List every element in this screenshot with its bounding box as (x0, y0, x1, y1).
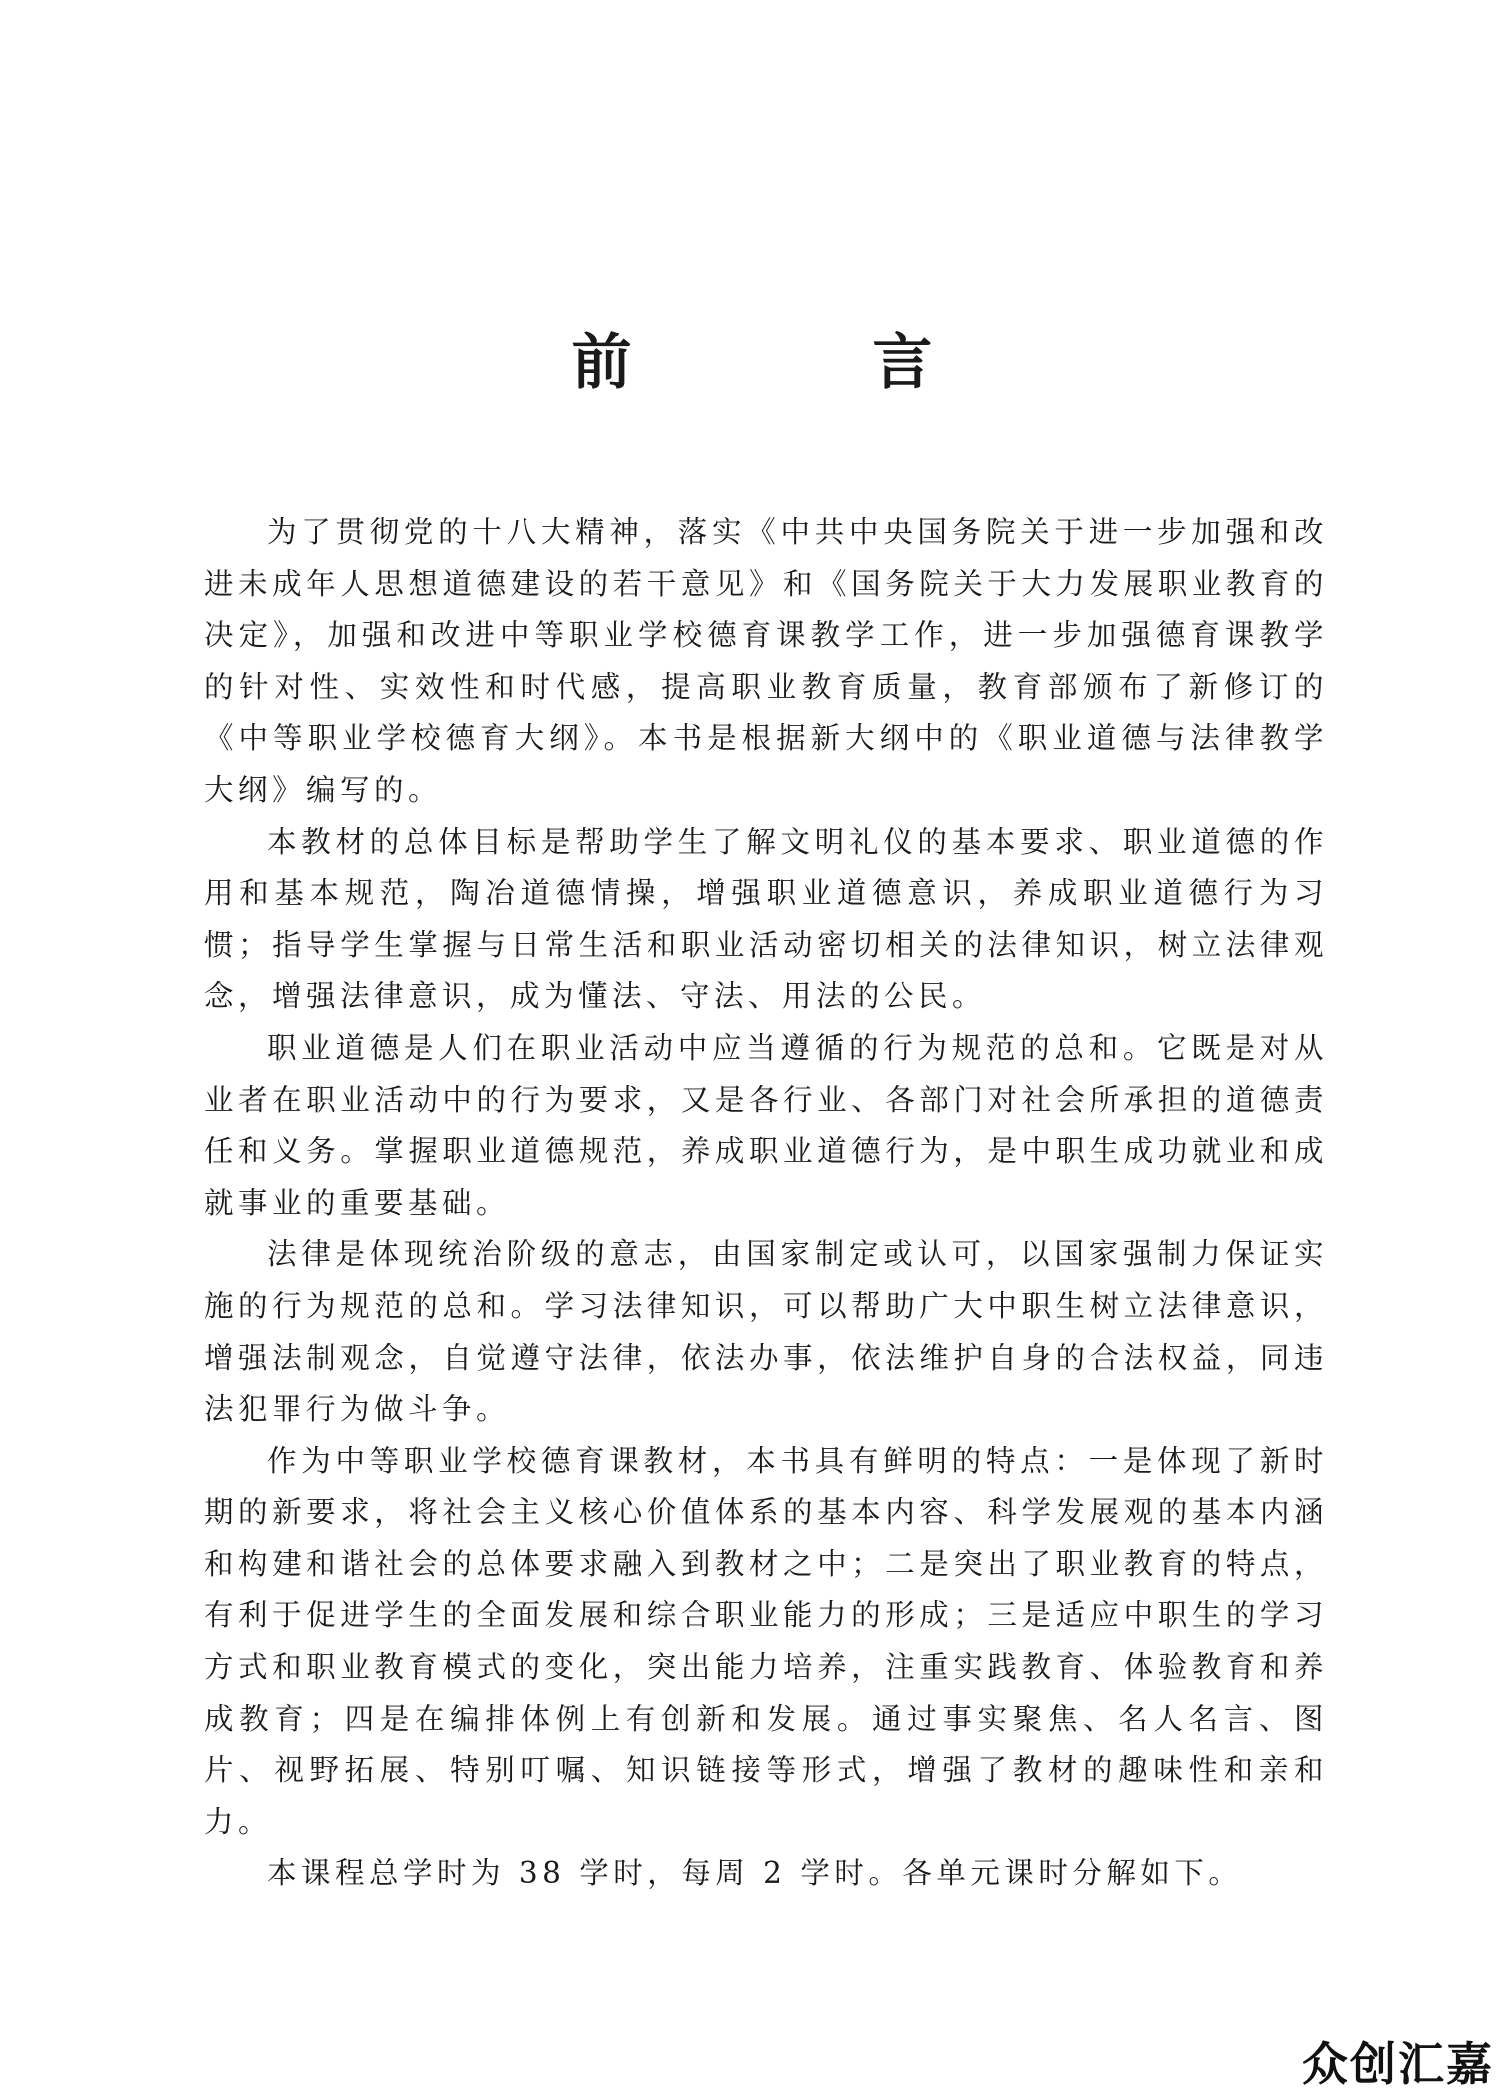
preface-body (204, 507, 1328, 1900)
page-title: 前 言 (571, 328, 1043, 398)
paragraph-5: 作为中等职业学校德育课教材，本书具有鲜明的特点：一是体现了新时期的新要求，将社会主义核心价值体系的基本内容、科学发展观的基本内涵和构建和谐社会的总体要求融入到教材之中；二是突出了职业教育的特点，有利于促进学生的全面发展和综合职业能力的形成；三是适应中职生的学习方式和职业教育模式的变化，突出能力培养，注重实践教育、体验教育和养成教育；四是在编排体例上有创新和发展。通过事实聚焦、名人名言、图片、视野拓展、特别叮嘱、知识链接等形式，增强了教材的趣味性和亲和力。 (204, 1443, 1328, 1839)
paragraph-1: 为了贯彻党的十八大精神，落实《中共中央国务院关于进一步加强和改进未成年人思想道德建设的若干意见》和《国务院关于大力发展职业教育的决定》，加强和改进中等职业学校德育课教学工作，进一步加强德育课教学的针对性、实效性和时代感，提高职业教育质量，教育部颁布了新修订的《中等职业学校德育大纲》。本书是根据新大纲中的《职业道德与法律教学大纲》编写的。 (204, 515, 1328, 807)
paragraph-6: 本课程总学时为 38 学时，每周 2 学时。各单元课时分解如下。 (267, 1856, 1243, 1891)
paragraph-2: 本教材的总体目标是帮助学生了解文明礼仪的基本要求、职业道德的作用和基本规范，陶冶道德情操，增强职业道德意识，养成职业道德行为习惯；指导学生掌握与日常生活和职业活动密切相关的法律知识，树立法律观念，增强法律意识，成为懂法、守法、用法的公民。 (204, 824, 1328, 1014)
paragraph-4: 法律是体现统治阶级的意志，由国家制定或认可，以国家强制力保证实施的行为规范的总和。学习法律知识，可以帮助广大中职生树立法律意识，增强法制观念，自觉遵守法律，依法办事，依法维护自身的合法权益，同违法犯罪行为做斗争。 (204, 1237, 1328, 1427)
paragraph-3: 职业道德是人们在职业活动中应当遵循的行为规范的总和。它既是对从业者在职业活动中的行为要求，又是各行业、各部门对社会所承担的道德责任和义务。掌握职业道德规范，养成职业道德行为，是中职生成功就业和成就事业的重要基础。 (204, 1030, 1328, 1220)
watermark-logo: 众创汇嘉 (1302, 2037, 1494, 2091)
